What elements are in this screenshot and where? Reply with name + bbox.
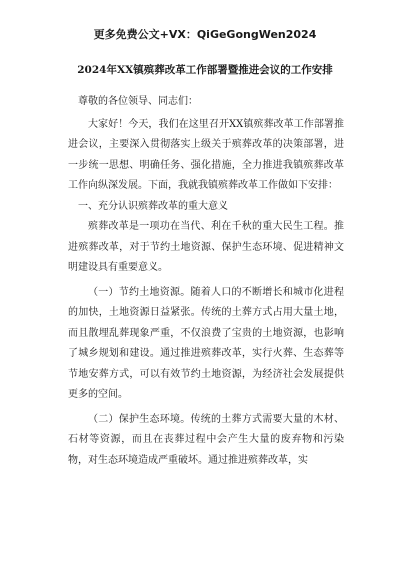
paragraph-environment: （二）保护生态环境。传统的土葬方式需要大量的木材、石材等资源，而且在丧葬过程中会产生大量的废弃物和污染物，对生态环境造成严重破坏。通过推进殡葬改革，实 <box>68 413 344 466</box>
section-heading: 一、充分认识殡葬改革的重大意义 <box>78 200 228 212</box>
document-title: 2024年XX镇殡葬改革工作部署暨推进会议的工作安排 <box>77 64 333 76</box>
paragraph-intro: 大家好！今天，我们在这里召开XX镇殡葬改革工作部署推进会议，主要深入贯彻落实上级关于殡葬改革的决策部署，进一步统一思想、明确任务、强化措施，全力推进我镇殡葬改革工作向纵深发展。下面，我就我镇殡葬改革工作做如下安排： <box>68 118 344 191</box>
paragraph-land-resources: （一）节约土地资源。随着人口的不断增长和城市化进程的加快，土地资源日益紧张。传统的土葬方式占用大量土地，而且散埋乱葬现象严重，不仅浪费了宝贵的土地资源，也影响了城乡规划和建设。通过推进殡葬改革，实行火葬、生态葬等节地安葬方式，可以有效节约土地资源，为经济社会发展提供更多的空间。 <box>68 286 344 400</box>
document-body <box>68 92 344 471</box>
promo-header: 更多免费公文+VX：QiGeGongWen2024 <box>93 28 317 41</box>
salutation: 尊敬的各位领导、同志们： <box>78 96 198 107</box>
paragraph-significance: 殡葬改革是一项功在当代、利在千秋的重大民生工程。推进殡葬改革，对于节约土地资源、保护生态环境、促进精神文明建设具有重要意义。 <box>68 221 344 273</box>
